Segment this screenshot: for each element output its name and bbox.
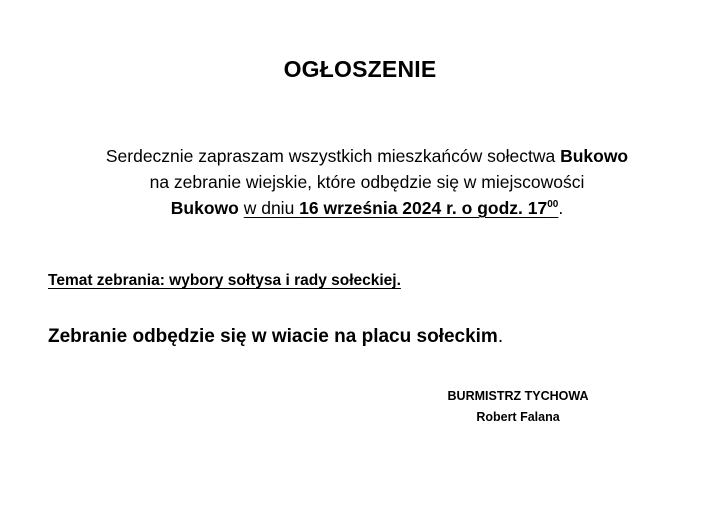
meeting-location — [48, 326, 503, 348]
invitation-line-1 — [0, 143, 720, 169]
signature-block — [418, 386, 618, 428]
signature-name: Robert Falana — [476, 410, 560, 424]
meeting-date — [244, 198, 559, 218]
date-prefix: w dniu — [243, 198, 300, 218]
meeting-location-end: . — [497, 326, 504, 347]
invitation-text-1: Serdecznie zapraszam wszystkich mieszkańców sołectwa — [105, 146, 561, 166]
meeting-topic: Temat zebrania: wybory sołtysa i rady sołeckiej. — [48, 272, 401, 289]
hour-minutes: 00 — [547, 199, 559, 210]
invitation-line-3 — [0, 195, 720, 225]
village-name: Bukowo — [560, 146, 629, 166]
notice-title: OGŁOSZENIE — [283, 56, 437, 82]
date-and-hour: 16 września 2024 r. o godz. 17 — [299, 198, 548, 218]
meeting-location-text: Zebranie odbędzie się w wiacie na placu sołeckim — [48, 326, 498, 347]
invitation-line-2: na zebranie wiejskie, które odbędzie się w miejscowości — [149, 172, 585, 192]
sentence-end: . — [558, 198, 564, 218]
signature-office: BURMISTRZ TYCHOWA — [447, 389, 589, 403]
invitation-paragraph — [0, 143, 720, 225]
village-name-2: Bukowo — [170, 198, 239, 218]
